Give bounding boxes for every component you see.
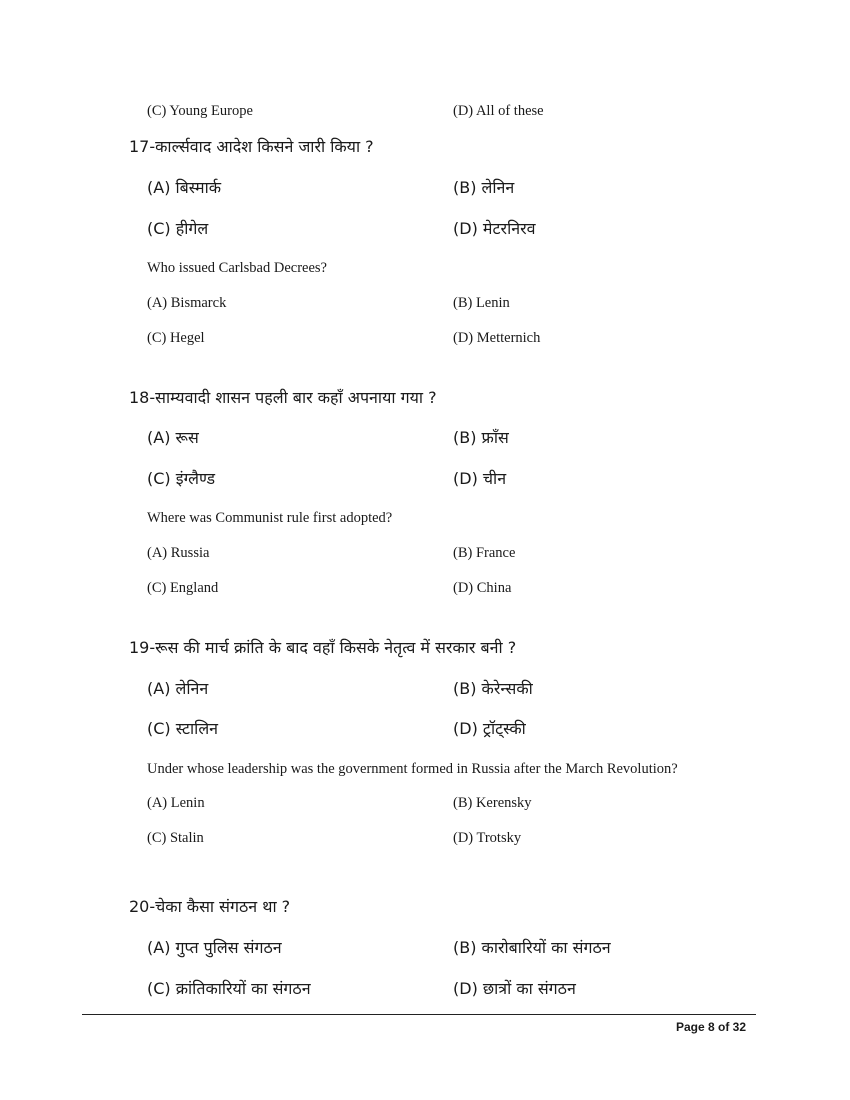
q19-question-hindi: 19-रूस की मार्च क्रांति के बाद वहाँ किसके नेतृत्व में सरकार बनी ? [129,638,517,657]
q18-question-english: Where was Communist rule first adopted? [147,510,393,526]
q16-option-d: (D) All of these [453,103,544,119]
q19-option-d: (D) Trotsky [453,830,522,846]
q17-option-a: (A) Bismarck [147,295,227,311]
q17-option-b: (B) Lenin [453,295,510,311]
q17-option-b-hindi: (B) लेनिन [453,178,515,197]
q18-option-d: (D) China [453,580,512,596]
footer-divider [82,1014,756,1015]
q18-question-hindi: 18-साम्यवादी शासन पहली बार कहाँ अपनाया गया ? [129,388,437,407]
q18-option-d-hindi: (D) चीन [453,469,507,488]
q17-option-c-hindi: (C) हीगेल [147,219,209,238]
q18-option-b: (B) France [453,545,516,561]
q18-option-c: (C) England [147,580,219,596]
q17-option-c: (C) Hegel [147,330,205,346]
q17-option-a-hindi: (A) बिस्मार्क [147,178,222,197]
q18-option-c-hindi: (C) इंग्लैण्ड [147,469,216,488]
page-number: Page 8 of 32 [676,1020,747,1034]
q16-option-c: (C) Young Europe [147,103,253,119]
q19-question-english: Under whose leadership was the government formed in Russia after the March Revolution? [147,761,678,777]
q20-option-c-hindi: (C) क्रांतिकारियों का संगठन [147,979,311,998]
q19-option-b: (B) Kerensky [453,795,532,811]
q18-option-b-hindi: (B) फ्राँस [453,428,509,447]
q20-option-b-hindi: (B) कारोबारियों का संगठन [453,938,611,957]
q17-question-hindi: 17-कार्ल्सवाद आदेश किसने जारी किया ? [129,137,374,156]
q17-option-d: (D) Metternich [453,330,541,346]
q19-option-a: (A) Lenin [147,795,205,811]
q19-option-c-hindi: (C) स्टालिन [147,719,219,738]
q20-option-a-hindi: (A) गुप्त पुलिस संगठन [147,938,282,957]
q20-option-d-hindi: (D) छात्रों का संगठन [453,979,576,998]
q17-question-english: Who issued Carlsbad Decrees? [147,260,327,276]
q20-question-hindi: 20-चेका कैसा संगठन था ? [129,897,291,916]
q18-option-a: (A) Russia [147,545,210,561]
q19-option-c: (C) Stalin [147,830,204,846]
q19-option-a-hindi: (A) लेनिन [147,679,209,698]
q19-option-b-hindi: (B) केरेन्सकी [453,679,533,698]
q19-option-d-hindi: (D) ट्रॉट्स्की [453,719,526,738]
q17-option-d-hindi: (D) मेटरनिरव [453,219,536,238]
q18-option-a-hindi: (A) रूस [147,428,199,447]
